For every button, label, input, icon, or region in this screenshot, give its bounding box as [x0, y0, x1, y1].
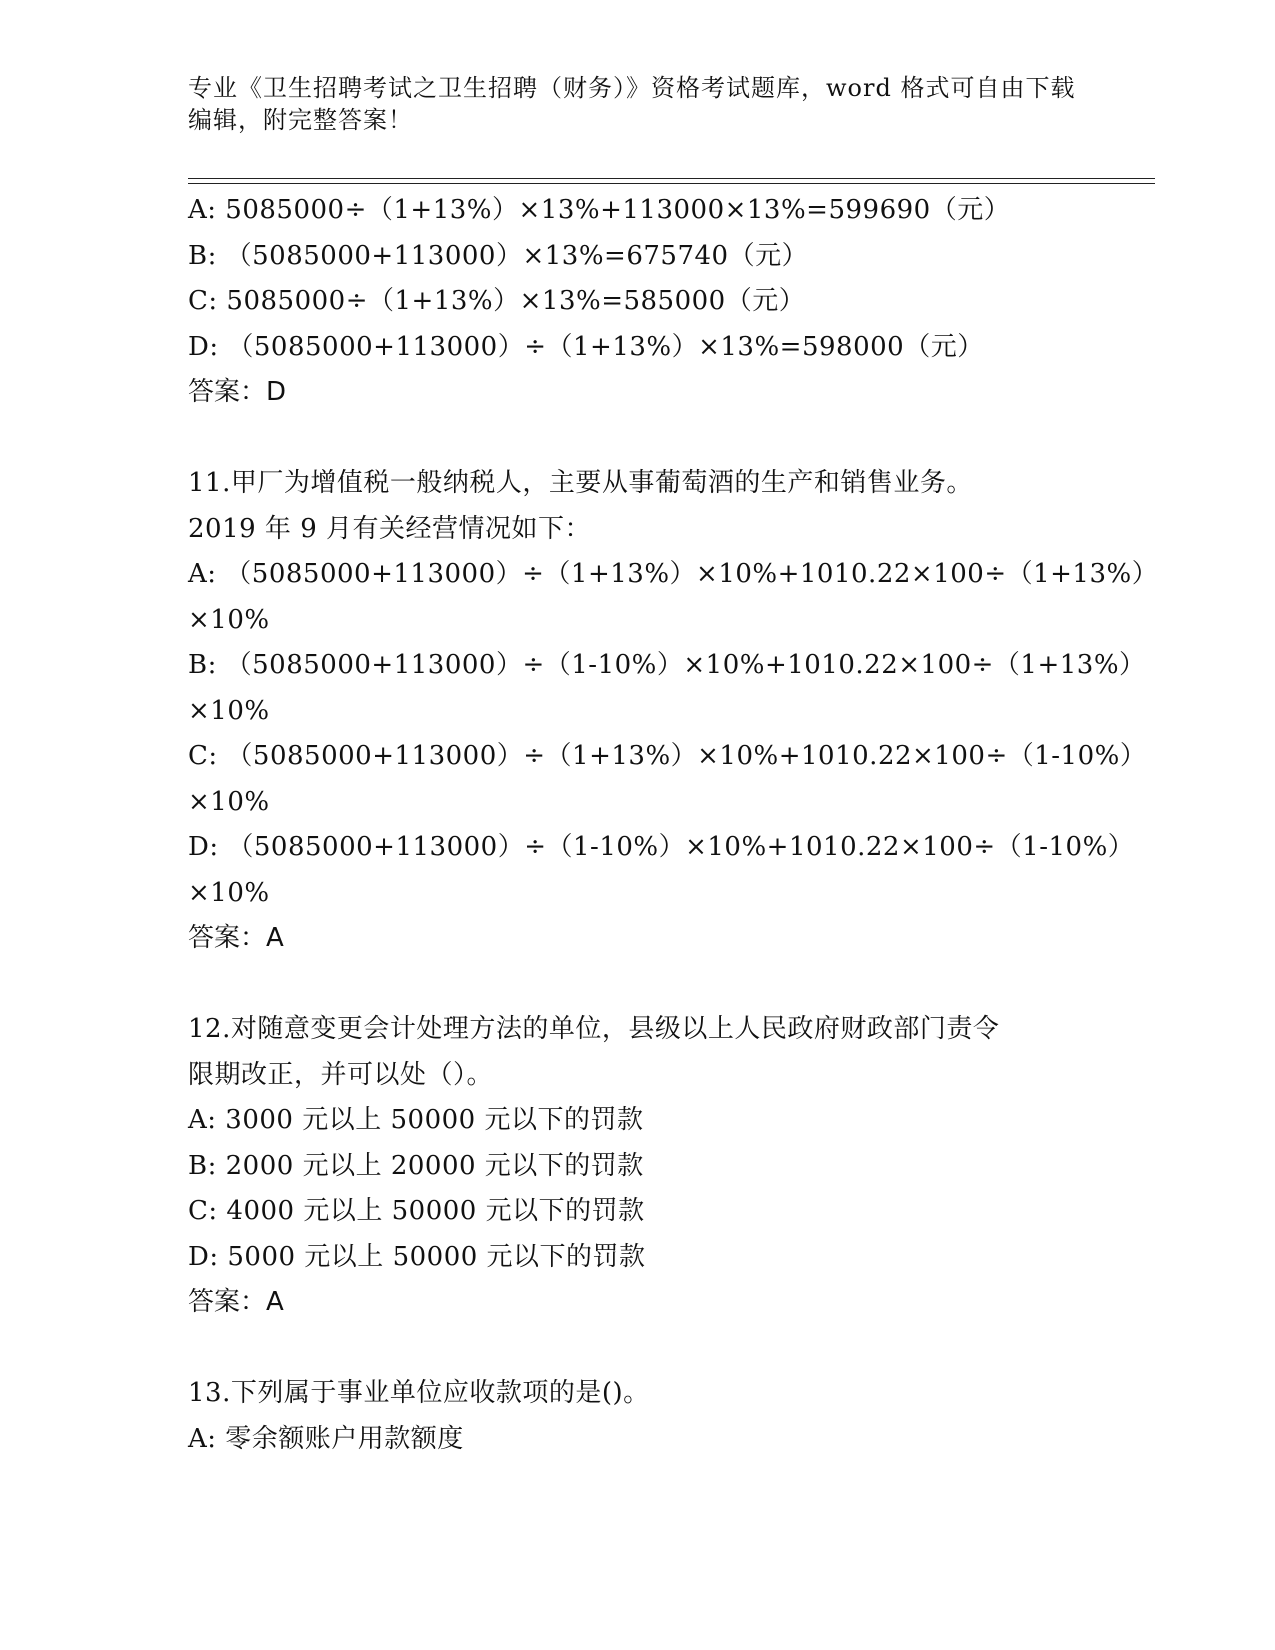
option-a: A: 5085000÷（1+13%）×13%+113000×13%=599690（元） — [188, 195, 1011, 225]
answer-line: 答案：A — [188, 923, 284, 953]
option-c: C: 4000 元以上 50000 元以下的罚款 — [188, 1196, 645, 1226]
option-a: A: （5085000+113000）÷（1+13%）×10%+1010.22×100÷（1+13%） — [188, 559, 1159, 589]
option-b-continuation: ×10% — [188, 695, 270, 726]
option-c-continuation: ×10% — [188, 786, 270, 817]
option-a: A: 零余额账户用款额度 — [188, 1423, 464, 1454]
question-10-block — [188, 188, 1088, 416]
question-stem-line: 13.下列属于事业单位应收款项的是()。 — [188, 1378, 650, 1408]
question-13-block — [188, 1371, 1088, 1462]
question-11-block — [188, 461, 1159, 962]
option-b: B: 2000 元以上 20000 元以下的罚款 — [188, 1150, 644, 1181]
option-d: D: 5000 元以上 50000 元以下的罚款 — [188, 1241, 646, 1272]
option-b: B: （5085000+113000）÷（1-10%）×10%+1010.22×100÷（1+13%） — [188, 650, 1146, 680]
answer-line: 答案：A — [188, 1287, 284, 1317]
answer-line: 答案：D — [188, 377, 287, 407]
question-spacer — [188, 416, 1088, 462]
question-stem-line: 2019 年 9 月有关经营情况如下： — [188, 513, 592, 544]
option-a-continuation: ×10% — [188, 604, 270, 635]
question-stem-line: 限期改正，并可以处（）。 — [188, 1059, 494, 1090]
option-d: D: （5085000+113000）÷（1-10%）×10%+1010.22×100÷（1-10%） — [188, 832, 1135, 862]
question-stem-line: 12.对随意变更会计处理方法的单位，县级以上人民政府财政部门责令 — [188, 1014, 1000, 1044]
option-d: D: （5085000+113000）÷（1+13%）×13%=598000（元） — [188, 331, 984, 362]
option-c: C: （5085000+113000）÷（1+13%）×10%+1010.22×100÷（1-10%） — [188, 741, 1147, 771]
option-d-continuation: ×10% — [188, 877, 270, 908]
option-b: B: （5085000+113000）×13%=675740（元） — [188, 240, 809, 271]
header-divider-top — [188, 178, 1155, 179]
question-stem-line: 11.甲厂为增值税一般纳税人，主要从事葡萄酒的生产和销售业务。 — [188, 468, 973, 498]
document-header: 专业《卫生招聘考试之卫生招聘（财务）》资格考试题库，word 格式可自由下载 编辑，附完整答案！ — [188, 74, 1076, 134]
option-c: C: 5085000÷（1+13%）×13%=585000（元） — [188, 286, 806, 316]
question-spacer — [188, 962, 1088, 1008]
option-a: A: 3000 元以上 50000 元以下的罚款 — [188, 1105, 644, 1135]
question-spacer — [188, 1326, 1088, 1372]
question-12-block — [188, 1007, 1088, 1326]
document-body — [188, 188, 1159, 1462]
header-divider-bottom — [188, 183, 1155, 184]
